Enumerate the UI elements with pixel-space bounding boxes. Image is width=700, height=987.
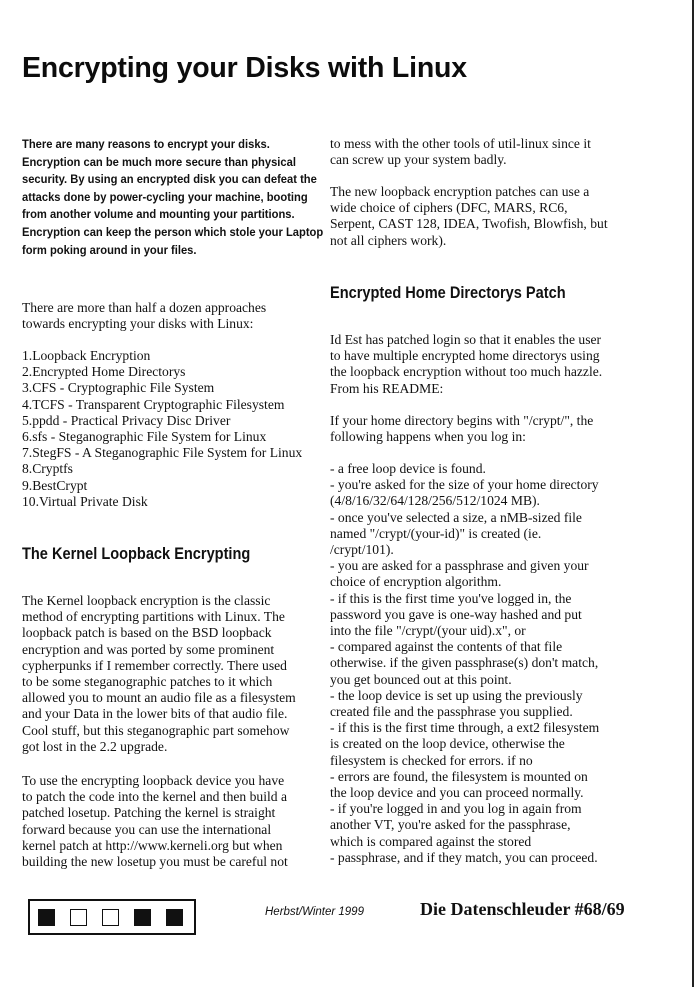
text-line: kernel patch at http://www.kerneli.org but when [22,837,283,853]
approaches-list [22,348,302,510]
text-line: to have multiple encrypted home directorys using [330,348,600,364]
text-line: filesystem is checked for errors. if no [330,752,533,768]
footer-issue-date: Herbst/Winter 1999 [265,906,364,918]
text-line: The Kernel loopback encryption is the classic [22,593,271,608]
text-line: cypherpunks if I remember correctly. There used [22,657,287,673]
text-line: - a free loop device is found. [330,461,486,476]
section-heading-encrypted-home: Encrypted Home Directorys Patch [330,284,566,302]
page-edge-line [692,0,694,987]
intro-line: security. By using an encrypted disk you can defeat the [22,172,317,187]
text-line: - if this is the first time you've logged in, the [330,590,572,606]
text-line: - you're asked for the size of your home directory [330,477,599,493]
text-line: patched losetup. Patching the kernel is straight [22,805,276,821]
text-line: otherwise. if the given passphrase(s) don't match, [330,655,599,671]
list-item: 2.Encrypted Home Directorys [22,364,186,380]
text-line: Id Est has patched login so that it enables the user [330,332,602,347]
list-item: 9.BestCrypt [22,477,88,493]
home-paragraph-2 [330,413,593,445]
text-line: - you are asked for a passphrase and given your [330,558,589,574]
text-line: choice of encryption algorithm. [330,574,502,590]
intro-line: There are many reasons to encrypt your disks. [22,137,270,151]
text-line: - the loop device is set up using the previously [330,687,583,703]
text-line: is created on the loop device, otherwise the [330,736,565,752]
text-line: into the file "/crypt/(your uid).x", or [330,623,526,639]
text-line: If your home directory begins with "/crypt/", the [330,413,594,428]
footer-box-strip [28,899,196,935]
text-line: to be some steganographic patches to it which [22,674,273,690]
text-line: (4/8/16/32/64/128/256/512/1024 MB). [330,493,540,509]
text-line: method of encrypting partitions with Linux. The [22,609,285,625]
home-steps [330,461,599,866]
text-line: to mess with the other tools of util-linux since it [330,136,591,151]
text-line: following happens when you log in: [330,429,526,445]
intro-line: Encryption can be much more secure than physical [22,154,296,169]
home-paragraph-1 [330,332,602,397]
kernel-paragraph-1 [22,593,296,755]
list-item: 4.TCFS - Transparent Cryptographic Filesystem [22,396,285,412]
intro-line: attacks done by power-cycling your machine, booting [22,189,308,204]
text-line: allowed you to mount an audio file as a filesystem [22,690,296,706]
list-item: 1.Loopback Encryption [22,348,151,363]
list-item: 10.Virtual Private Disk [22,493,148,509]
text-line: encryption and was ported by some prominent [22,641,275,657]
text-line: another VT, you're asked for the passphrase, [330,817,571,833]
text-line: towards encrypting your disks with Linux: [22,316,254,332]
text-line: named "/crypt/(your-id)" is created (ie. [330,525,542,541]
footer-box [102,909,119,926]
text-line: not all ciphers work). [330,232,447,248]
list-item: 5.ppdd - Practical Privacy Disc Driver [22,412,231,428]
intro-paragraph [22,136,323,259]
footer-magazine-title: Die Datenschleuder #68/69 [420,899,625,919]
article-title: Encrypting your Disks with Linux [22,52,467,84]
footer-box [134,909,151,926]
text-line: which is compared against the stored [330,833,532,849]
text-line: the loop device and you can proceed normally. [330,785,584,801]
text-line: loopback patch is based on the BSD loopback [22,625,272,641]
text-line: - errors are found, the filesystem is mounted on [330,768,588,784]
text-line: can screw up your system badly. [330,152,507,168]
intro-line: Encryption can keep the person which stole your Laptop [22,224,324,239]
text-line: you get bounced out at this point. [330,671,512,687]
text-line: From his README: [330,380,444,396]
text-line: Serpent, CAST 128, IDEA, Twofish, Blowfish, but [330,216,608,232]
kernel-paragraph-2 [22,773,288,870]
list-item: 3.CFS - Cryptographic File System [22,380,215,396]
list-item: 6.sfs - Steganographic File System for Linux [22,429,267,445]
footer-box [166,909,183,926]
text-line: to patch the code into the kernel and then build a [22,789,287,805]
ciphers-paragraph [330,184,608,249]
text-line: and your Data in the lower bits of that audio file. [22,706,288,722]
intro-line: form poking around in your files. [22,242,197,257]
text-line: the loopback encryption without too much hazzle. [330,364,603,380]
text-line: - once you've selected a size, a nMB-sized file [330,509,582,525]
text-line: building the new losetup you must be careful not [22,854,288,870]
text-line: - if this is the first time through, a ext2 filesystem [330,720,600,736]
text-line: wide choice of ciphers (DFC, MARS, RC6, [330,200,568,216]
text-line: The new loopback encryption patches can use a [330,184,590,199]
footer-box [70,909,87,926]
approaches-paragraph [22,300,266,332]
list-item: 8.Cryptfs [22,461,73,477]
text-line: - if you're logged in and you log in again from [330,801,582,817]
text-line: There are more than half a dozen approaches [22,300,267,315]
text-line: Cool stuff, but this steganographic part somehow [22,722,290,738]
list-item: 7.StegFS - A Steganographic File System for Linux [22,445,303,461]
text-line: created file and the passphrase you supplied. [330,704,573,720]
section-heading-kernel-loopback: The Kernel Loopback Encrypting [22,545,251,563]
text-line: To use the encrypting loopback device you have [22,773,285,788]
text-line: got lost in the 2.2 upgrade. [22,738,168,754]
right-paragraph-continued [330,136,591,168]
text-line: password you gave is one-way hashed and put [330,606,582,622]
text-line: forward because you can use the international [22,821,272,837]
text-line: - passphrase, and if they match, you can proceed. [330,849,598,865]
intro-line: from another volume and mounting your partitions. [22,207,295,222]
text-line: - compared against the contents of that file [330,639,563,655]
text-line: /crypt/101). [330,542,394,558]
footer-box [38,909,55,926]
